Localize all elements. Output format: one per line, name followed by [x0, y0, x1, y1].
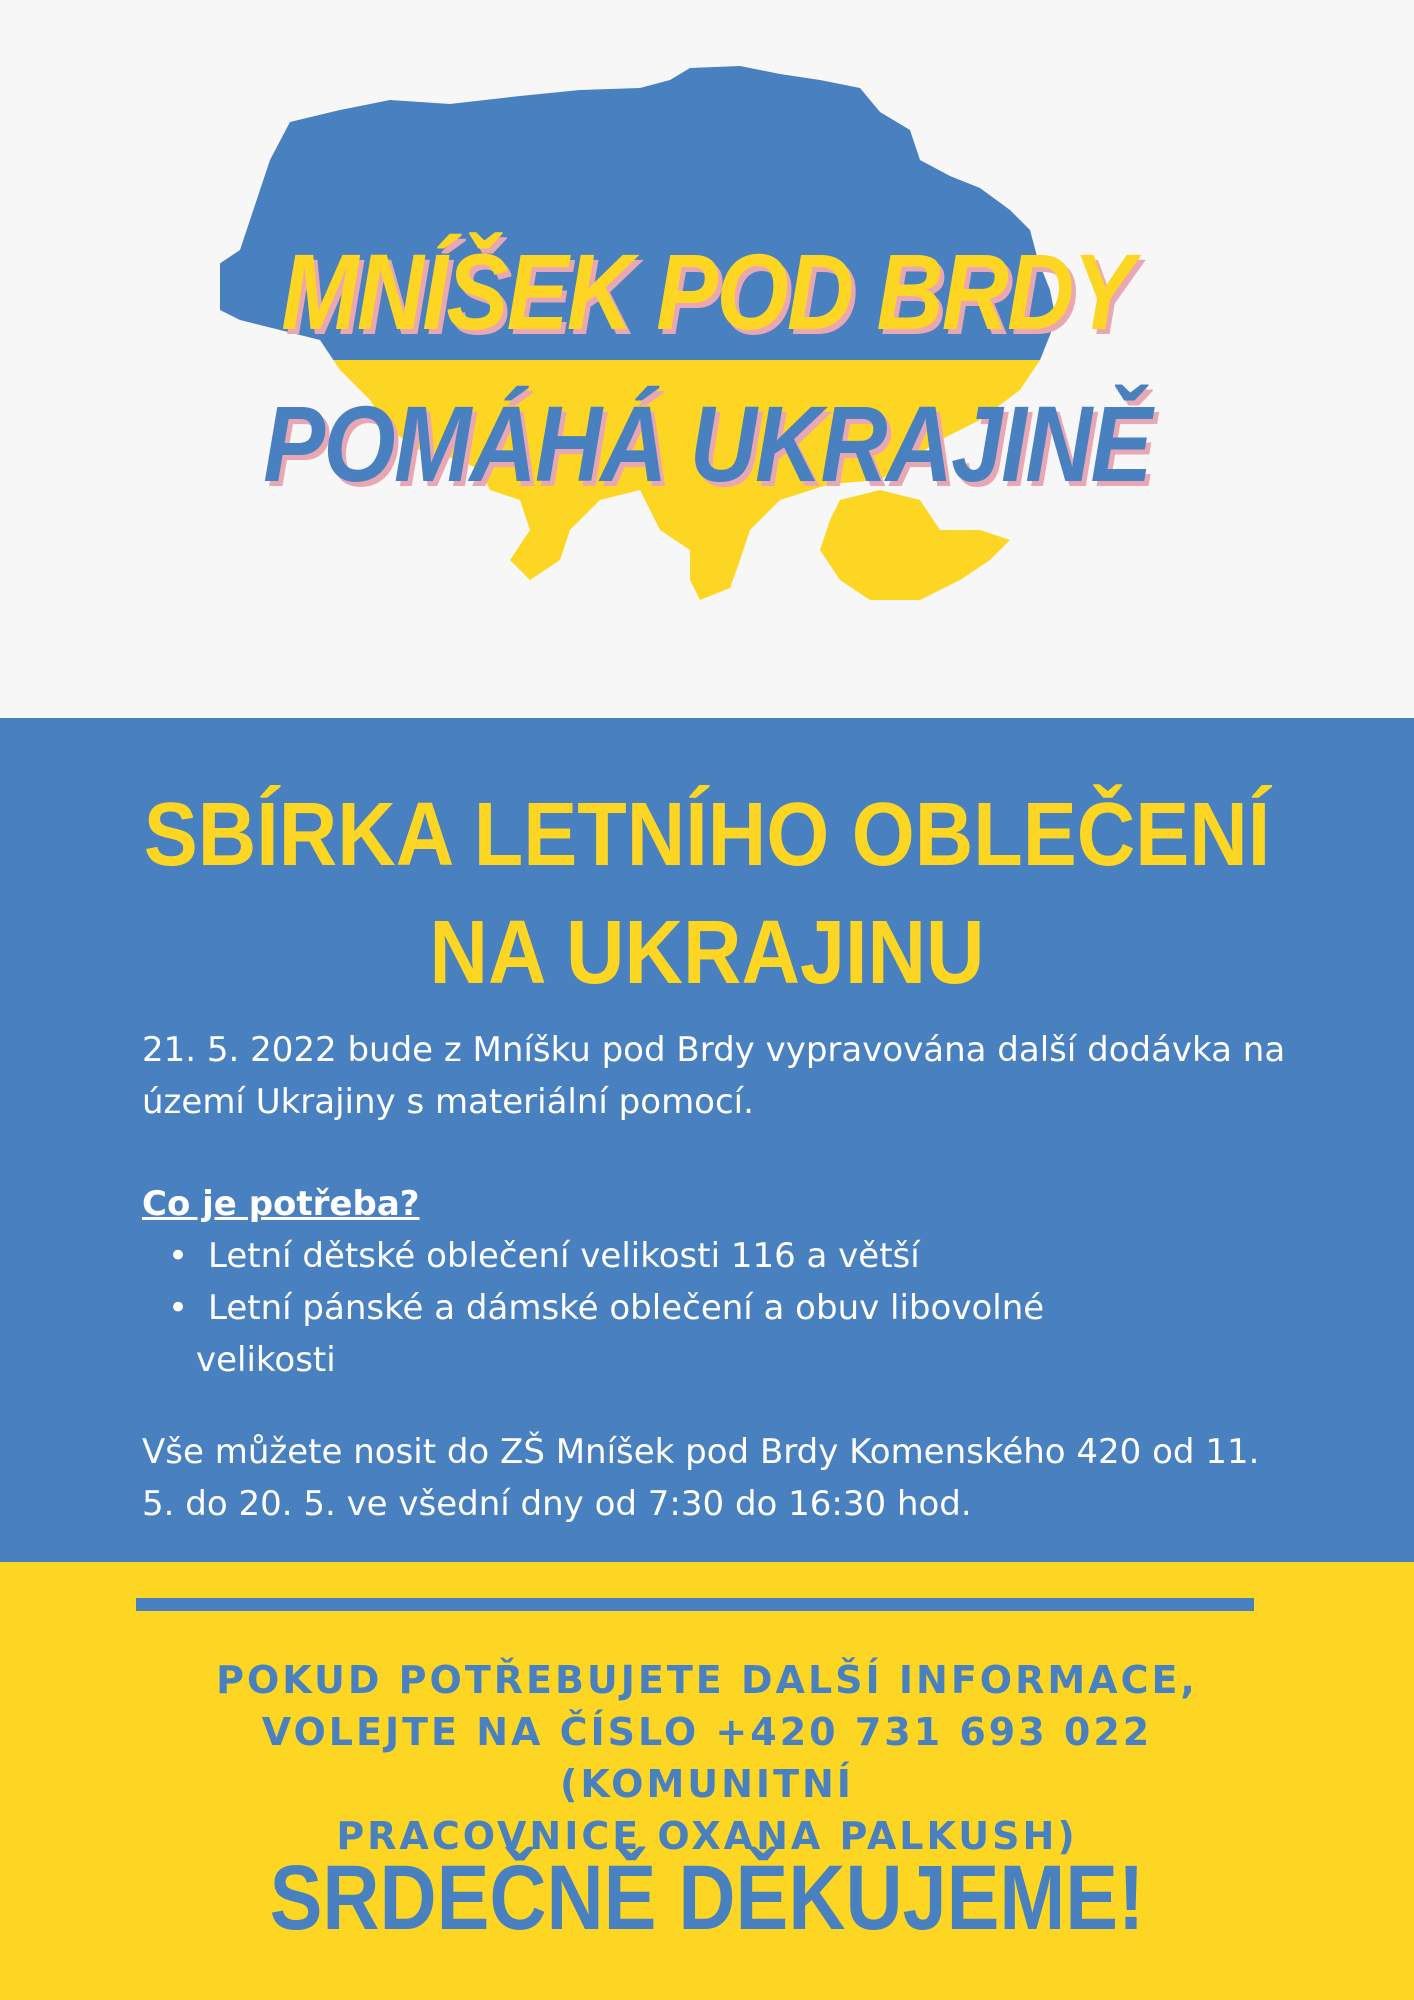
hero-title-line1: MNÍŠEK POD BRDY: [281, 231, 1133, 352]
ukraine-map-icon: [220, 60, 1200, 700]
bullet-icon: •: [168, 1288, 189, 1328]
list-item: [142, 1230, 1302, 1282]
bullet-icon: •: [168, 1236, 189, 1276]
list-item: [142, 1282, 1302, 1386]
contact-info-line2: VOLEJTE NA ČÍSLO +420 731 693 022 (KOMUNITNÍ: [261, 1710, 1153, 1806]
collection-section: [0, 718, 1414, 1562]
list-item-text: Letní pánské a dámské oblečení a obuv libovolné: [208, 1288, 1045, 1328]
contact-info-line1: POKUD POTŘEBUJETE DALŠÍ INFORMACE,: [216, 1658, 1198, 1702]
list-item-text: Letní dětské oblečení velikosti 116 a větší: [208, 1236, 920, 1276]
contact-info-line3: PRACOVNICE OXANA PALKUSH): [336, 1814, 1078, 1858]
headline-line1: SBÍRKA LETNÍHO OBLEČENÍ: [143, 785, 1271, 885]
needs-list: [142, 1230, 1302, 1386]
headline-line2: NA UKRAJINU: [429, 903, 985, 1003]
contact-section: [0, 1562, 1414, 2000]
hero-title-line2: POMÁHÁ UKRAJINĚ: [263, 383, 1151, 504]
contact-info: [120, 1654, 1294, 1862]
thank-you-text: SRDEČNĚ DĚKUJEME!: [269, 1847, 1145, 1949]
needs-heading: Co je potřeba?: [142, 1184, 420, 1224]
list-item-text-continuation: velikosti: [196, 1340, 336, 1380]
hero-section: [0, 0, 1414, 718]
divider: [136, 1598, 1254, 1611]
intro-paragraph: 21. 5. 2022 bude z Mníšku pod Brdy vypravována další dodávka na území Ukrajiny s materiální pomocí.: [142, 1030, 1286, 1122]
dropoff-paragraph: Vše můžete nosit do ZŠ Mníšek pod Brdy Komenského 420 od 11. 5. do 20. 5. ve všední dny od 7:30 do 16:30 hod.: [142, 1432, 1260, 1524]
